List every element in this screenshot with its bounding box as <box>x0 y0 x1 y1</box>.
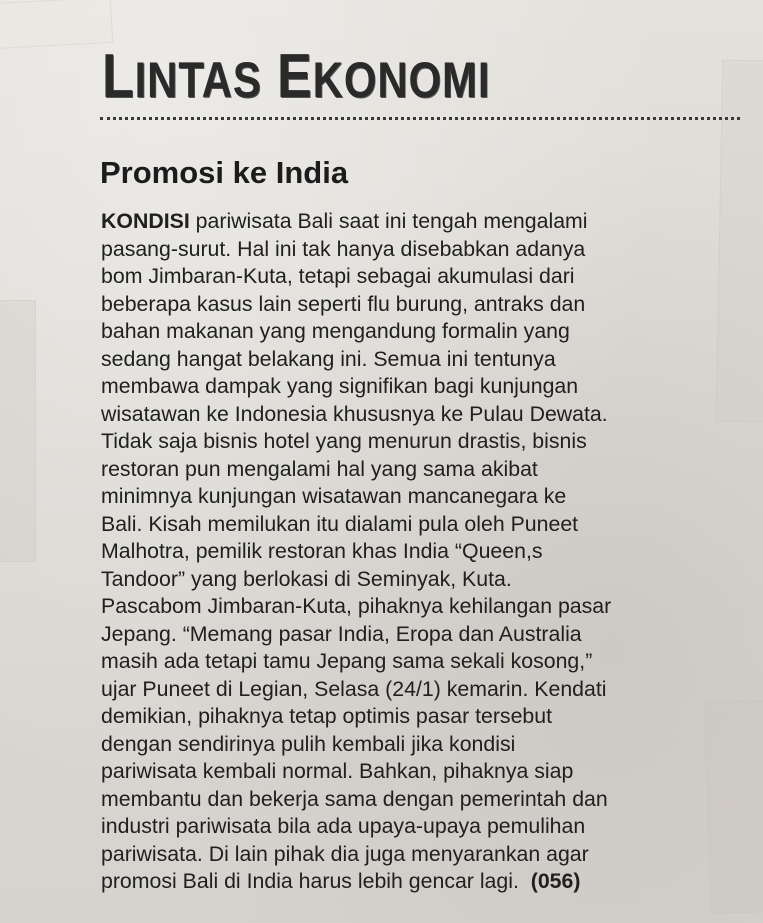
article-line: Malhotra, pemilik restoran khas India “Queen,s <box>101 539 543 563</box>
article-line: Tandoor” yang berlokasi di Seminyak, Kuta. <box>101 566 512 591</box>
article-line: industri pariwisata bila ada upaya-upaya pemulihan <box>101 814 586 838</box>
article-line: minimnya kunjungan wisatawan mancanegara ke <box>101 484 567 508</box>
masthead-initial-1: L <box>102 42 135 111</box>
tape-strip <box>0 300 36 562</box>
article-line <box>101 868 741 896</box>
article-line: pariwisata kembali normal. Bahkan, pihaknya siap <box>101 759 574 783</box>
article-line: bom Jimbaran-Kuta, tetapi sebagai akumulasi dari <box>101 264 575 288</box>
article-line: membantu dan bekerja sama dengan pemerintah dan <box>101 786 608 811</box>
article-body <box>101 208 741 896</box>
article-first-line-text: pariwisata Bali saat ini tengah mengalami <box>189 209 588 233</box>
article-line: pariwisata. Di lain pihak dia juga menyarankan agar <box>101 841 589 866</box>
article-source-code: (056) <box>530 869 581 893</box>
article-line: bahan makanan yang mengandung formalin yang <box>101 319 570 343</box>
article-line: dengan sendirinya pulih kembali jika kondisi <box>101 731 516 756</box>
section-masthead <box>102 42 490 115</box>
article-line: membawa dampak yang signifikan bagi kunjungan <box>101 374 579 398</box>
article-line <box>101 208 741 236</box>
tape-strip <box>0 0 113 49</box>
article-last-line-text: promosi Bali di India harus lebih gencar lagi. <box>101 869 519 893</box>
article-headline: Promosi ke India <box>100 155 349 190</box>
masthead-rest-2: KONOMI <box>312 52 491 108</box>
article-line: Tidak saja bisnis hotel yang menurun drastis, bisnis <box>101 429 587 453</box>
masthead-rest-1: INTAS <box>134 52 262 108</box>
masthead-initial-2: E <box>277 42 313 111</box>
article-line: wisatawan ke Indonesia khususnya ke Pulau Dewata. <box>101 401 608 426</box>
article-line: pasang-surut. Hal ini tak hanya disebabkan adanya <box>101 236 586 261</box>
article-line: demikian, pihaknya tetap optimis pasar tersebut <box>101 704 553 728</box>
article-lead-word: KONDISI <box>101 209 190 233</box>
article-line: masih ada tetapi tamu Jepang sama sekali kosong,” <box>101 649 593 673</box>
article-line: restoran pun mengalami hal yang sama akibat <box>101 456 538 481</box>
article-line: sedang hangat belakang ini. Semua ini tentunya <box>101 346 556 371</box>
article-line: ujar Puneet di Legian, Selasa (24/1) kemarin. Kendati <box>101 676 607 701</box>
article-line: Pascabom Jimbaran-Kuta, pihaknya kehilangan pasar <box>101 594 612 618</box>
article-line: Jepang. “Memang pasar India, Eropa dan Australia <box>101 621 582 646</box>
article-line: Bali. Kisah memilukan itu dialami pula oleh Puneet <box>101 511 579 536</box>
masthead-dotted-rule <box>100 117 740 120</box>
article-line: beberapa kasus lain seperti flu burung, antraks dan <box>101 291 586 316</box>
